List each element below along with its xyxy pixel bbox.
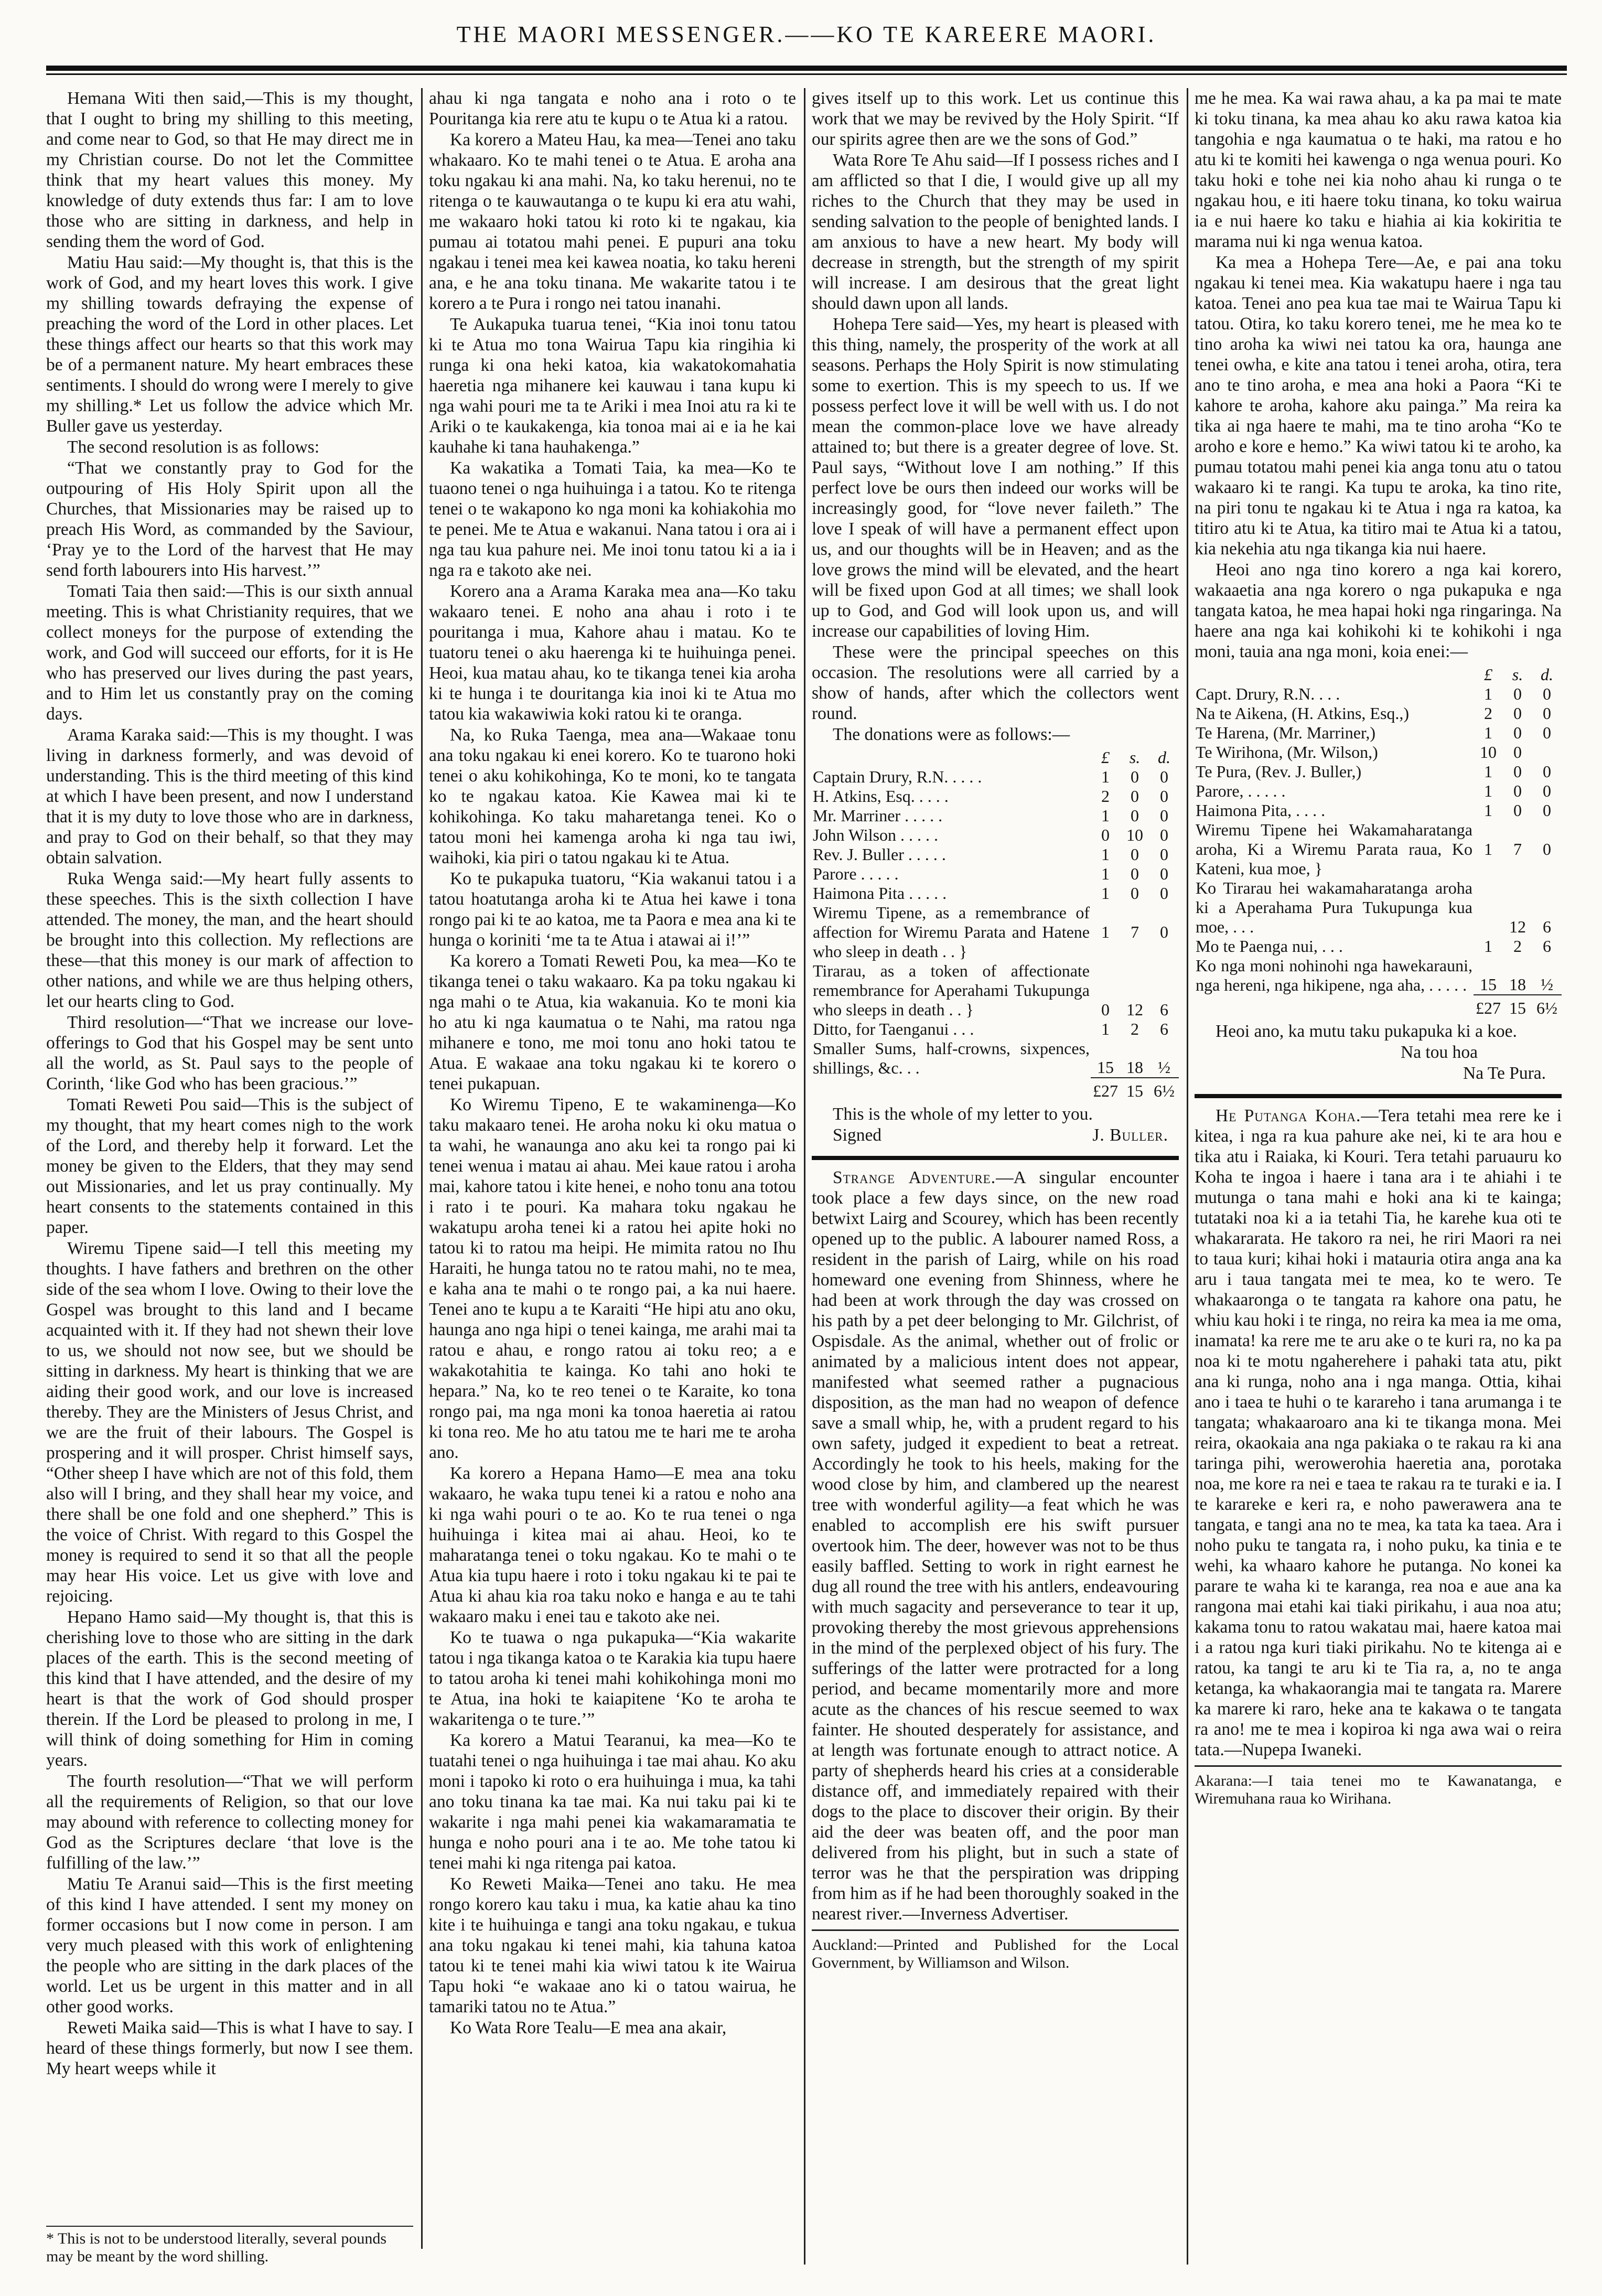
donor-name: Haimona Pita, . . . . [1196,801,1326,820]
table-row [1195,878,1562,937]
amount-pounds: 2 [1101,787,1110,806]
amount-shillings: 0 [1131,787,1139,806]
donor-name: Haimona Pita . . . . . [813,884,947,903]
amount-shillings: 0 [1513,781,1522,800]
amount-pounds [1474,878,1503,937]
amount-pence: 6 [1160,1000,1168,1019]
donor-name: Wiremu Tipene hei Wakamaharatanga aroha, Ki a Wiremu Parata raua, Ko Kateni, kua moe, } [1196,820,1472,878]
paragraph: Ka korero a Mateu Hau, ka mea—Tenei ano taku whakaaro. Ko te mahi tenei o te Atua. E aroha ana toku ngakau ki ana mahi. Na, ko taku herenui, no te ritenga o te kauwautanga o te kupu ki era atu wahi, me wakaaro hoki tatou ki roto ki te ngakau, kia pumau ai totatou mahi penei. E pupuri ana toku ngakau i tenei mea kei kawea noatia, ko taku hereni ana, e he ana toku tinana. Me wakarite tatou i te korero a te Pura i rongo nei tatou inanahi. [429,130,796,313]
amount-shillings: 0 [1513,684,1522,703]
amount-pence: 6 [1543,917,1551,936]
column-1 [46,88,413,2223]
total-row [1195,995,1562,1018]
table-row [812,825,1179,845]
column-divider [1187,88,1188,2265]
table-header-row [1195,665,1562,684]
paragraph: Tomati Taia then said:—This is our sixth annual meeting. This is what Christianity requires, that we collect moneys for the purpose of extending the work, and God will succeed our efforts, for it is He who has preserved our lives during the past years, and to Him let us constantly pray on the coming days. [46,582,413,724]
donor-name: Te Harena, (Mr. Marriner,) [1196,723,1375,742]
amount-shillings: 0 [1131,845,1139,864]
section-rule [812,1156,1179,1160]
signed-name: J. Buller. [1092,1125,1168,1145]
signature-line [812,1125,1179,1145]
paragraph: Wata Rore Te Ahu said—If I possess riches and I am afflicted so that I die, I would give up all my riches to the Church that they may be used in sending salvation to the people of benighted lands. I am anxious to have a new heart. My body will decrease in strength, but the strength of my spirit will increase. I am desirous that the great light should dawn upon all lands. [812,151,1179,313]
table-row [1195,820,1562,878]
donor-name: Capt. Drury, R.N. . . . [1196,684,1340,703]
footnote-text: * This is not to be understood literally, several pounds may be meant by the word shilling. [46,2230,387,2265]
table-row [812,845,1179,864]
total-shillings: 15 [1503,995,1532,1018]
amount-pence: 0 [1160,845,1168,864]
amount-shillings: 0 [1131,806,1139,825]
amount-shillings: 0 [1131,767,1139,786]
story-text: —A singular encounter took place a few days since, on the new road betwixt Lairg and Scourey, which has been recently opened up to the public. A labourer named Ross, a resident in the parish of Lairg, while on his road homeward one evening from Shinness, where he had been at work through the day was crossed on his path by a pet deer belonging to Mr. Gilchrist, of Ospisdale. As the animal, whether out of frolic or animated by a malicious intent does not appear, manifested what seemed rather a pugnacious disposition, as the man had no weapon of defence save a small whip, he, with a prudent regard to his own safety, judged it expedient to beat a retreat. Accordingly he took to his heels, making for the wood close by him, and clambered up the nearest tree with wonderful agility—a feat which he was enabled to accomplish ere his swift pursuer overtook him. The deer, however was not to be thus easily baffled. Setting to work in right earnest he dug all round the tree with his antlers, endeavouring with much sagacity and perseverance to tear it up, provoking thereby the most grievous apprehensions in the mind of the perplexed object of his fury. The sufferings of the latter were protracted for a long period, and became momentarily more and more acute as the chances of his rescue seemed to wax fainter. He shouted desperately for assistance, and at length was fortunate enough to attract notice. A party of shepherds heard his cries at a considerable distance off, and immediately repaired with their dogs to the place to discover their origin. By their aid the deer was beaten off, and the poor man delivered from his plight, but in such a state of terror was he that the perspiration was dripping from him as if he had been thoroughly soaked in the nearest river.—Inverness Advertiser. [812,1168,1179,1924]
table-row [1195,801,1562,820]
story-heading: He Putanga Koha. [1216,1106,1361,1125]
table-row [812,806,1179,825]
paragraph: Na, ko Ruka Taenga, mea ana—Wakaae tonu ana toku ngakau ki enei korero. Ko te tuarono hoki tenei o aku kohikohinga, Ko te moni, ko te tangata ko te ngakau katoa. Kie Kawea mai ki te kohikohinga. Ko taku maharetanga tenei. Ko o tatou moni hei kamenga aroha ki nga tau iwi, waihoki, kia piri o tatou ngakau ki te Atua. [429,725,796,867]
total-pence: 6½ [1149,1078,1179,1101]
amount-pounds: 0 [1101,1000,1110,1019]
donations-table-maori [1195,665,1562,1018]
table-row [812,1020,1179,1039]
donor-name: Ko Tirarau hei wakamaharatanga aroha ki a Aperahama Pura Tukupunga kua moe, . . . [1196,878,1472,936]
table-row [812,1039,1179,1078]
currency-pounds: £ [1484,665,1492,684]
paragraph: Heoi ano nga tino korero a nga kai korero, wakaaetia ana nga korero o nga pukapuka e nga tangata katoa, he mea hapai hoki nga ringaringa. Na haere ana nga kai kohikohi ki te kohikohi i nga moni, tauia ana nga moni, koia enei:— [1195,560,1562,661]
donor-name: Na te Aikena, (H. Atkins, Esq.,) [1196,704,1410,723]
table-header-row [812,748,1179,767]
amount-shillings: 0 [1513,743,1522,761]
donor-name: Mr. Marriner . . . . . [813,806,943,825]
paragraph: gives itself up to this work. Let us continue this work that we may be revived by the Holy Spirit. “If our spirits agree then are we the sons of God.” [812,89,1179,149]
amount-shillings: 0 [1131,884,1139,903]
table-row [812,903,1179,961]
amount-pounds: 1 [1484,723,1492,742]
amount-pounds: 1 [1484,840,1492,859]
currency-pounds: £ [1101,748,1110,767]
paragraph: ahau ki nga tangata e noho ana i roto o te Pouritanga kia rere atu te kupu o te Atua ki a ratou. [429,89,796,128]
paragraph: Te Aukapuka tuarua tenei, “Kia inoi tonu tatou ki te Atua mo tona Wairua Tapu kia ringihia ki runga ki ona heki katoa, kia wakatokomahatia haeretia nga mihanere kei kauwau i tana kupu ki nga wahi pouri me ta te Ariki i mea Inoi atu ra ki te Ariki o te kaukakenga, kia tonoa mai ai e ia he kai kauhahe ki tana hauhakenga.” [429,315,796,457]
amount-pence: ½ [1541,975,1553,994]
amount-pounds: 1 [1101,767,1110,786]
paragraph: Wiremu Tipene said—I tell this meeting my thoughts. I have fathers and brethren on the other side of the sea whom I love. Owing to their love the Gospel was brought to this land and I became acquainted with it. If they had not shewn their love to us, we should not now see, but we should be sitting in darkness. My heart is thinking that we are aiding their good work, and our love is increased thereby. They are the Ministers of Jesus Christ, and we are the fruit of their labours. The Gospel is prospering and it will prosper. Christ himself says, “Other sheep I have which are not of this fold, them also will I bring, and they shall hear my voice, and there shall be one fold and one shepherd.” This is the voice of Christ. With regard to this Gospel the money is required to send it so that all the people may hear His voice. Let us give with love and rejoicing. [46,1239,413,1606]
paragraph: The fourth resolution—“That we will perform all the requirements of Religion, so that our love may abound with reference to collecting money for God as the Scriptures declare ‘that love is the fulfilling of the law.’” [46,1772,413,1873]
amount-pence: 0 [1160,922,1168,941]
amount-pence: 0 [1543,684,1551,703]
amount-shillings: 7 [1131,922,1139,941]
column-divider [804,88,805,2265]
amount-shillings: 7 [1513,840,1522,859]
amount-shillings: 0 [1131,864,1139,883]
paragraph: Ko Reweti Maika—Tenei ano taku. He mea rongo korero kau taku i mua, ka katie ahau ka tino kite i te huihuinga e tangi ana toku ngakau, e tukua ana toku ngakau ki tenei mahi, kia tahuna katoa tatou ki te tenei mahi kia wiwi tatou k ite Wairua Tapu hoki “e wakaae ano ki o tatou wairua, he tamariki tatou no te Atua.” [429,1874,796,2016]
column-3 [812,88,1179,2272]
amount-shillings: 18 [1509,975,1526,994]
table-row [812,767,1179,787]
paragraph: Ka mea a Hohepa Tere—Ae, e pai ana toku ngakau ki tenei mea. Kia wakatupu haere i nga tau katoa. Tenei ano pea kua tae mai te Wairua Tapu ki tatou. Otira, ko taku korero tenei, me he mea ko te tino aroha ka wiwi nei tatou ka ora, haunga ane tenei owha, e kite ana tatou i tenei aroha, otira, tera ano te tino aroha, e mea ana hoki a Paora “Ki te kahore te aroha, kahore aku painga.” Ma reira ka tika ai nga haere te mahi, ma te tino aroha “Ko te aroho e kore e hemo.” Ka wiwi tatou ki te aroho, ka pumau totatou mahi penei kia anga tonu atu o tatou wakaaro ki te rangi. Ka tupu te aroka, ka tino rite, na piri tonu te ngakau ki te Atua i nga ra katoa, ka titiro atu ki te Atua, ka titiro mai te Atua ki a tatou, kia nekehia atu nga tikanga kia nui haere. [1195,253,1562,559]
total-pence: 6½ [1532,995,1562,1018]
table-row [1195,684,1562,704]
paragraph: Matiu Te Aranui said—This is the first meeting of this kind I have attended. I sent my money on former occasions but I now come in person. I am very much pleased with this work of enlightening the people who are sitting in the dark places of the world. Let us be urgent in this matter and in all other good works. [46,1874,413,2016]
paragraph: Hepano Hamo said—My thought is, that this is cherishing love to those who are sitting in the dark places of the earth. This is the second meeting of this kind that I have attended, and the desire of my heart is that the work of God should prosper therein. If the Lord be pleased to prolong in me, I will think of doing something for Him in coming years. [46,1607,413,1770]
amount-shillings: 0 [1513,801,1522,820]
table-row [1195,762,1562,781]
paragraph: Ka wakatika a Tomati Taia, ka mea—Ko te tuaono tenei o nga huihuinga i a tatou. Ko te ritenga tenei o te wakapono ko nga moni ka kohiakohia mo te penei. Me te Atua e wakanui. Nana tatou i ora ai i nga tau kua pahure nei. Me inoi tonu tatou ki a ia i nga ra e takoto ake nei. [429,458,796,580]
donor-name: Ko nga moni nohinohi nga hawekarauni, nga hereni, nga hikipene, nga aha, . . . . . [1196,956,1472,994]
currency-pence: d. [1541,665,1553,684]
story-heading: Strange Adventure. [833,1168,996,1187]
paragraph: Ko Wiremu Tipeno, E te wakaminenga—Ko taku makaaro tenei. He aroha noku ki oku matua o ta wahi, he wanaunga ano aku kei ta rongo pai ki tenei wenua i matau ai ahau. Mei kaue ratou i aroha mai, kahore tatou i kite henei, e noho tonu ana totou i rato i te pouri. Ka mahara toku ngakau he wakatupu aroha tenei ki a ratou hei apite hoki no tatou ki to ratou ma heipi. He mimita ratou no Ihu Haraiti, he hunga tatou no te ratou mahi, no te mea, e kaha ana te mahi o te rongo pai, a ka nui haere. Tenei ano te kupu a te Karaiti “He hipi atu ano oku, haunga ano nga hipi o tenei kainga, me arahi mai ta ratou e ahau, e rongo ratou ai toku reo; a e wakakotahitia te kainga. Ko tahi ano hoki te hepara.” Na, ko te reo tenei o te Karaite, ko tona rongo pai, ma nga moni ka tonoa haeretia ai ratou ki tona reo. Me ho atu tatou me te hari me te aroha ano. [429,1095,796,1462]
paragraph: Hohepa Tere said—Yes, my heart is pleased with this thing, namely, the prosperity of the work at all seasons. Perhaps the Holy Spirit is now stimulating some to exertion. This is my speech to us. If we possess perfect love it will be well with us. I do not mean the common-place love we have already attained to; but there is a greater degree of love. St. Paul says, “Without love I am nothing.” If this perfect love be ours then indeed our works will be increasingly good, for “love never faileth.” The love I speak of will have a permanent effect upon us, and our thoughts will be in Heaven; and as the love grows the mind will be elevated, and the heart will be fixed upon God at all times; we shall look up to God, and God will look upon us, and will increase our capabilities of loving Him. [812,315,1179,641]
amount-pounds: 15 [1480,975,1497,994]
amount-shillings: 18 [1126,1058,1143,1077]
paragraph: Arama Karaka said:—This is my thought. I was living in darkness formerly, and was devoid of understanding. This is the third meeting of this kind at which I have been present, and now I understand that it is my duty to love those who are in darkness, and pray to God on their behalf, so that they may obtain salvation. [46,725,413,867]
paragraph: Hemana Witi then said,—This is my thought, that I ought to bring my shilling to this meeting, and come near to God, so that He may direct me in my Christian course. Do not let the Committee think that my heart values this money. My knowledge of duty extends thus far: I am to love those who are sitting in darkness, and help in sending them the word of God. [46,89,413,251]
amount-pounds: 1 [1484,801,1492,820]
total-pounds: £27 [1474,995,1503,1018]
paragraph: Ka korero a Hepana Hamo—E mea ana toku wakaaro, he waka tupu tenei ki a ratou e noho ana ki nga wahi pouri o te ao. Ko te rua tenei o nga huihuinga i kitea mai ai ahau. Heoi, ko te maharatanga tenei o toku ngakau. Ko te mahi o te Atua kia tupu haere i roto i toku ngakau ki te pai te Atua ki ahau kia roa taku noko e hanga e au te tahi wakaaro maku i enei tau e takoto ake nei. [429,1464,796,1626]
amount-pence: 6 [1543,937,1551,956]
donor-name: Te Wirihona, (Mr. Wilson,) [1196,743,1378,761]
paragraph: The second resolution is as follows: [67,437,320,457]
amount-pounds: 1 [1484,684,1492,703]
amount-pounds: 1 [1484,781,1492,800]
amount-shillings: 0 [1513,762,1522,781]
donor-name: Te Pura, (Rev. J. Buller,) [1196,762,1362,781]
section-rule [1195,1765,1562,1767]
total-shillings: 15 [1120,1078,1149,1101]
paragraph: Tomati Reweti Pou said—This is the subject of my thought, that my heart comes nigh to the work of the Lord, and thereby help it forward. Let the money be given to the Elders, that they may send out Missionaries, and let us pray continually. My heart consents to the statements contained in this paper. [46,1095,413,1237]
section-rule [812,1929,1179,1931]
table-row [1195,704,1562,723]
amount-shillings: 12 [1509,917,1526,936]
footnote [46,2226,413,2266]
amount-pence: 0 [1543,704,1551,723]
amount-pounds: 1 [1484,937,1492,956]
column-divider [421,88,423,2249]
page-header: THE MAORI MESSENGER.——KO TE KAREERE MAORI. [456,22,1157,47]
amount-shillings: 10 [1126,825,1143,844]
paragraph: “That we constantly pray to God for the outpouring of His Holy Spirit upon all the Churches, that Missionaries may be raised up to preach His Word, as commanded by the Saviour, ‘Pray ye to the Lord of the harvest that He may send forth labourers into His harvest.’” [46,458,413,580]
paragraph: Third resolution—“That we increase our love-offerings to God that his Gospel may be sent unto all the world, as St. Paul says to the people of Corinth, ‘like God who has been gracious.’” [46,1013,413,1093]
amount-pence: 6 [1160,1020,1168,1038]
amount-pence: 0 [1160,806,1168,825]
amount-pounds: 1 [1101,1020,1110,1038]
amount-pounds: 15 [1097,1058,1114,1077]
amount-pence: 0 [1543,762,1551,781]
amount-pence: 0 [1543,840,1551,859]
donor-name: Smaller Sums, half-crowns, sixpences, shillings, &c. . . [813,1039,1090,1077]
amount-pence: 0 [1543,781,1551,800]
amount-shillings: 2 [1131,1020,1139,1038]
paragraph: Ko te tuawa o nga pukapuka—“Kia wakarite tatou i nga tikanga katoa o te Karakia kia tupu haere to tatou aroha ki tenei mahi kohikohinga moni mo te Atua, ina hoki te kaiapitene ‘Ko te aroha te wakaritenga o te ture.’” [429,1628,796,1729]
table-row [1195,937,1562,956]
donor-name: Rev. J. Buller . . . . . [813,845,946,864]
donor-name: Ditto, for Taenganui . . . [813,1020,974,1038]
amount-shillings: 12 [1126,1000,1143,1019]
story-paragraph [1195,1106,1562,1760]
signed-label: Signed [833,1125,882,1145]
amount-pence: 0 [1543,723,1551,742]
imprint: Akarana:—I taia tenei mo te Kawanatanga, e Wiremuhana raua ko Wirihana. [1195,1772,1562,1807]
amount-pounds: 1 [1101,864,1110,883]
paragraph: Ko te pukapuka tuatoru, “Kia wakanui tatou i a tatou hoatutanga aroha ki te Atua hei kawe i tona rongo pai ki te ao katoa, me ta Paora e mea ana ki te hunga o koriniti ‘me ta te Atua i atawai ai i!’” [429,869,796,950]
amount-pounds: 0 [1101,825,1110,844]
table-row [812,961,1179,1020]
donor-name: Parore, . . . . . [1196,781,1286,800]
total-row [812,1078,1179,1101]
story-text: —Tera tetahi mea rere ke i kitea, i nga ra kua pahure ake nei, ki te ara hou e tika atu i Raiaka, ki Kouri. Tera tetahi paruauru ko Koha te ingoa i haere i tana ara i te ahiahi i te mutunga o tana mahi e hoki ana ki te kainga; tutataki noa ki a ia tetahi Tia, he karehe kua oti te whakararata. He takoro ra nei, he riri Maori ra nei to taua kuri; kihai hoki i matauria otira anga ana ka aru i taua tangata mei te mea, ko te wero. Te whakaaronga o te tangata ra kahore ona patu, he whiu kau hoki i te ringa, no reira ka mea ia me oma, inamata! ka rere me te aru ake o te kuri ra, no ka pa noa ki te motu ngaherehere i pahaki tata atu, pikt ana ki runga, noho ana i nga manga. Ottia, kihai ano i taea te huhi o te karareho i tana arumanga i te tangata; whakaaroaro ana ki te tikanga mona. Mei reira, okaokaia ana nga pakiaka o te rakau ra ki ana taringa pihi, werowerohia haeretia ana, porotaka noa, me kore ra nei e taea te rakau ra te turaki e ia. I te karareke e keri ra, e noho pawerawera ana te tangata, e tangi ana no te mea, ka tata ka taea. Ara i noho puku te tangata ra, i noho puku, ka tinia e te wehi, ka whaaro kahore he putanga. No konei ka parare te waha ki te karanga, rea noa e aue ana ka rangona mai etahi kai tiaki pirikahu, i aua noa atu; kakama tonu to ratou wakatau mai, haere katoa mai i a ratou nga kuri tiaki pirikahu. No te kitenga ai e ratou, ka tangi te aru ki te Tia ra, a, no te anga ketanga, ka whakaorangia mai te tangata ra. Marere ka marere ki raro, heke ana te kakawa o te tangata ra ano! me te mea i kopiroa ki nga awa wai o reira tata.—Nupepa Iwaneki. [1195,1106,1562,1759]
paragraph: Ka korero a Matui Tearanui, ka mea—Ko te tuatahi tenei o nga huihuinga i tae mai ahau. Ko aku moni i tapoko ki roto o era huihuinga i mua, ka tahi ano toku tinana ka tae mai. Ka nui taku pai ki te wakarite i nga mahi penei kia wakamaramatia te hunga e noho pouri ana i te ao. Me tohe tatou ki tenei mahi ki nga ritenga pai katoa. [429,1731,796,1873]
table-row [1195,743,1562,762]
donations-table [812,748,1179,1101]
amount-pounds: 1 [1101,806,1110,825]
total-pounds: £27 [1091,1078,1120,1101]
amount-pence: 0 [1160,787,1168,806]
amount-shillings: 2 [1513,937,1522,956]
amount-pence [1532,743,1562,762]
donor-name: John Wilson . . . . . [813,825,939,844]
donor-name: Mo te Paenga nui, . . . [1196,937,1343,956]
table-row [1195,723,1562,743]
paragraph: Ko Wata Rore Tealu—E mea ana akair, [450,2018,727,2037]
amount-pence: 0 [1543,801,1551,820]
closing-salutation: Na tou hoa [1401,1043,1478,1062]
footnote-rule [46,2226,413,2227]
column-4 [1195,88,1562,2272]
currency-shillings: s. [1512,665,1523,684]
paragraph: Reweti Maika said—This is what I have to say. I heard of these things formerly, but now I see them. My heart weeps while it [46,2018,413,2078]
donor-name: Parore . . . . . [813,864,899,883]
amount-pounds: 2 [1484,704,1492,723]
story-paragraph [812,1167,1179,1924]
table-row [1195,956,1562,995]
amount-pence: 0 [1160,825,1168,844]
donor-name: Captain Drury, R.N. . . . . [813,767,982,786]
donor-name: Tirarau, as a token of affectionate remembrance for Aperahami Tukupunga who sleeps in death . . } [813,961,1090,1019]
amount-pounds: 1 [1101,884,1110,903]
paragraph: Matiu Hau said:—My thought is, that this is the work of God, and my heart loves this work. I give my shilling towards defraying the expense of preaching the word of the Lord in other places. Let these things affect our hearts so that this work may be of a permanent nature. My heart embraces these sentiments. I should do wrong were I merely to give my shilling.* Let us follow the advice which Mr. Buller gave us yesterday. [46,253,413,436]
table-row [812,787,1179,806]
paragraph: These were the principal speeches on this occasion. The resolutions were all carried by a show of hands, after which the collectors went round. [812,642,1179,723]
donations-title: The donations were as follows:— [833,725,1070,744]
amount-pence: 0 [1160,767,1168,786]
column-2 [429,88,796,2272]
amount-pounds: 1 [1484,762,1492,781]
table-row [1195,781,1562,801]
paragraph: me he mea. Ka wai rawa ahau, a ka pa mai te mate ki toku tinana, ka mea ahau ko aku rawa katoa kia tangohia e nga kaumatua o te haki, ma ratou e ho atu ki te komiti hei kawenga o nga wenua pouri. Ko taku hoki e tohe nei kia noho ahau ki runga o te ngakau hou, e iti haere toku tinana, ko toku wairua ia e nui haere ko taku e hiahia ai kia kokiritia te marama nui ki nga wenua katoa. [1195,89,1562,251]
amount-pounds: 10 [1480,743,1497,761]
amount-pence: ½ [1158,1058,1170,1077]
amount-pence: 0 [1160,884,1168,903]
newspaper-page [46,21,1567,2281]
paragraph: Ruka Wenga said:—My heart fully assents to these speeches. This is the sixth collection I have attended. The money, the man, and the heart should be brought into this collection. My reflections are these—that this money is our mark of affection to other nations, and while we are thus helping others, let our hearts cling to God. [46,869,413,1011]
donor-name: Wiremu Tipene, as a remembrance of affection for Wiremu Parata and Hatene who sleep in death . . } [813,903,1090,961]
table-row [812,884,1179,903]
section-rule [1195,1094,1562,1098]
amount-pounds: 1 [1101,922,1110,941]
donor-name: H. Atkins, Esq. . . . . [813,787,949,806]
amount-shillings: 0 [1513,704,1522,723]
paragraph: Korero ana a Arama Karaka mea ana—Ko taku wakaaro tenei. E noho ana ahau i roto i te pouritanga i mua, Kahore ahau i matau. Ko te tuatoru tenei o aku haerenga ki te huihuinga penei. Heoi, kua matau ahau, ko te tikanga tenei kia aroha ki te hunga i te douritanga kia inoi ki te Atua mo tatou kia wakawiwia koki ratou ki te oranga. [429,582,796,724]
letter-closing: Heoi ano, ka mutu taku pukapuka ki a koe. [1216,1022,1517,1041]
closing-signature: Na Te Pura. [1463,1064,1546,1083]
amount-pence: 0 [1160,864,1168,883]
paragraph: Ka korero a Tomati Reweti Pou, ka mea—Ko te tikanga tenei o taku wakaaro. Ka pa toku ngakau ki nga mahi o te Atua, kia wakanuia. Ko te moni kia ho atu ki nga kaumatua o te Nahi, ma ratou nga mihanere e tono, me moi tonu ano hoki tatou te Atua. E wakaae ana toku ngakau ki te korero o tenei pukapuan. [429,951,796,1093]
amount-shillings: 0 [1513,723,1522,742]
amount-pounds: 1 [1101,845,1110,864]
imprint: Auckland:—Printed and Published for the Local Government, by Williamson and Wilson. [812,1936,1179,1971]
currency-pence: d. [1158,748,1170,767]
header-rule [46,66,1567,75]
table-row [812,864,1179,884]
letter-closing: This is the whole of my letter to you. [833,1104,1093,1124]
currency-shillings: s. [1129,748,1141,767]
